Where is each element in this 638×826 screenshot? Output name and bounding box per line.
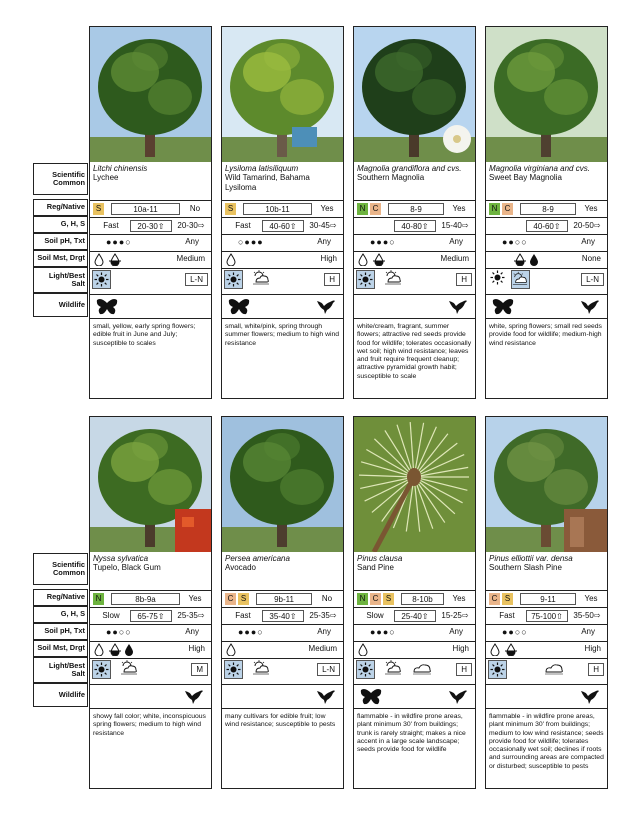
plant-names	[93, 554, 210, 573]
plant-card	[353, 416, 476, 789]
native-status: Yes	[320, 204, 334, 213]
description-row	[354, 708, 475, 788]
wet-icon	[124, 643, 134, 658]
partial-shade-icon	[252, 270, 270, 287]
soil-texture: Any	[185, 237, 199, 246]
plant-photo	[354, 27, 475, 162]
full-sun-icon	[356, 270, 375, 289]
region-tag: N	[357, 203, 368, 215]
drought-tolerance: Medium	[440, 254, 469, 263]
reg-native-row	[354, 200, 475, 217]
light-salt-row	[90, 268, 211, 294]
wildlife-row	[222, 294, 343, 318]
dry-icon	[94, 643, 104, 658]
growth-height-spread-row	[90, 607, 211, 624]
growth-height-spread-row	[90, 217, 211, 234]
description-row	[222, 318, 343, 398]
drought-tolerance: High	[584, 644, 601, 653]
native-status: Yes	[452, 594, 466, 603]
soil-moisture-row	[354, 641, 475, 658]
plant-names	[357, 554, 474, 573]
region-tag: S	[502, 593, 513, 605]
scientific-name: Litchi chinensis	[93, 164, 148, 173]
reg-native-row	[90, 200, 211, 217]
plant-description: small, yellow, early spring flowers; edible fruit in June and July; susceptible to scales	[93, 323, 196, 347]
label-reg-native: Reg/Native	[33, 199, 88, 216]
bird-icon	[579, 687, 601, 707]
moist-icon	[514, 253, 526, 268]
mature-spread: 25-35⇨	[177, 611, 205, 620]
soil-texture: Any	[581, 237, 595, 246]
growth-rate	[488, 220, 526, 232]
mature-height: 75-100⇧	[526, 610, 568, 622]
label-common: Common	[52, 568, 85, 577]
hardiness-zone: 9b-11	[256, 593, 312, 605]
salt-tolerance: H	[588, 663, 604, 676]
label-ghs: G, H, S	[33, 216, 88, 233]
plant-description: white/cream, fragrant, summer flowers; attractive red seeds provide food for wildlife; tolerates occasionally wet soil; high wind resistance; leaves and fruit require frequent cleanup; attractive pyramidal growth habit; susceptible to scale	[357, 323, 472, 380]
full-sun-icon	[224, 270, 243, 289]
growth-height-spread-row	[486, 217, 607, 234]
soil-ph-dots: ●●●○	[370, 237, 396, 247]
label-common: Common	[52, 178, 85, 187]
scientific-name: Nyssa sylvatica	[93, 554, 149, 563]
plant-names	[489, 164, 606, 183]
soil-ph-row	[90, 624, 211, 641]
wildlife-row	[90, 294, 211, 318]
soil-moisture-row	[90, 251, 211, 268]
label-wildlife: Wildlife	[33, 683, 88, 707]
soil-moisture-row	[90, 641, 211, 658]
soil-ph-dots: ●●●○	[106, 237, 132, 247]
soil-texture: Any	[317, 237, 331, 246]
butterfly-icon	[228, 298, 250, 318]
bird-icon	[447, 687, 469, 707]
growth-rate: Fast	[235, 611, 251, 620]
hardiness-zone: 8-9	[388, 203, 444, 215]
description-row	[486, 318, 607, 398]
mature-height: 65-75⇧	[130, 610, 172, 622]
partial-shade-icon	[252, 660, 270, 677]
dry-icon	[226, 643, 236, 658]
soil-ph-row	[354, 624, 475, 641]
plant-card	[485, 416, 608, 789]
mature-spread: 35-50⇨	[573, 611, 601, 620]
description-row	[90, 708, 211, 788]
label-soil-mst: Soil Mst, Drgt	[33, 640, 88, 657]
soil-moisture-row	[222, 251, 343, 268]
plant-card	[221, 26, 344, 399]
region-tag: N	[357, 593, 368, 605]
wet-icon	[529, 253, 539, 268]
hardiness-zone: 9-11	[520, 593, 576, 605]
salt-tolerance: H	[456, 663, 472, 676]
light-salt-row	[486, 268, 607, 294]
butterfly-icon	[360, 688, 382, 708]
mature-height: 35-40⇧	[262, 610, 304, 622]
soil-ph-dots: ●●●○	[370, 627, 396, 637]
hardiness-zone: 8-10b	[401, 593, 444, 605]
plant-names	[357, 164, 474, 183]
mature-height: 20-30⇧	[130, 220, 172, 232]
plant-card	[89, 416, 212, 789]
mature-spread: 15-40⇨	[441, 221, 469, 230]
light-salt-row	[222, 658, 343, 684]
mature-height: 25-40⇧	[394, 610, 436, 622]
salt-tolerance: H	[456, 273, 472, 286]
bird-icon	[315, 297, 337, 317]
plant-photo	[486, 417, 607, 552]
plant-card	[221, 416, 344, 789]
growth-height-spread-row	[222, 607, 343, 624]
plant-photo	[222, 417, 343, 552]
soil-ph-dots: ●●○○	[502, 627, 528, 637]
native-status: No	[189, 204, 201, 213]
soil-moisture-row	[222, 641, 343, 658]
common-name: Sweet Bay Magnolia	[489, 173, 562, 183]
label-scientific-common	[33, 163, 88, 195]
dry-icon	[358, 253, 368, 268]
description-row	[354, 318, 475, 398]
plant-photo	[90, 27, 211, 162]
shade-icon	[412, 662, 432, 677]
mature-height: 40-60⇧	[262, 220, 304, 232]
soil-texture: Any	[581, 627, 595, 636]
hardiness-zone: 10b-11	[243, 203, 312, 215]
plant-description: white, spring flowers; small red seeds provide food for wildlife; medium-high wind resistance	[489, 323, 602, 347]
bird-icon	[447, 297, 469, 317]
native-status: Yes	[584, 594, 598, 603]
native-status: No	[321, 594, 333, 603]
dry-icon	[490, 643, 500, 658]
label-ghs: G, H, S	[33, 606, 88, 623]
mature-spread: 15-25⇨	[441, 611, 469, 620]
soil-texture: Any	[449, 237, 463, 246]
butterfly-icon	[96, 298, 118, 318]
soil-texture: Any	[449, 627, 463, 636]
dry-icon	[358, 643, 368, 658]
full-sun-icon	[224, 660, 243, 679]
reg-native-row	[486, 200, 607, 217]
bird-icon	[579, 297, 601, 317]
growth-rate: Slow	[102, 611, 120, 620]
soil-ph-dots: ○●●●	[238, 237, 264, 247]
salt-tolerance: L-N	[581, 273, 604, 286]
plant-description: small, white/pink, spring through summer flowers; medium to high wind resistance	[225, 323, 340, 347]
salt-tolerance: L-N	[185, 273, 208, 286]
drought-tolerance: None	[581, 254, 601, 263]
plant-photo	[222, 27, 343, 162]
plant-description: flammable - in wildfire prone areas, plant minimum 30' from buildings; medium to low wind resistance; seeds provide food for wildlife; tolerates occasionally wet soil; declines if roots and surrounding areas are compacted or disturbed; susceptible to pests	[489, 713, 604, 770]
growth-height-spread-row	[222, 217, 343, 234]
plant-card	[353, 26, 476, 399]
growth-rate: Fast	[235, 221, 251, 230]
mature-height: 40-80⇧	[394, 220, 436, 232]
region-tag: N	[489, 203, 500, 215]
moist-icon	[109, 643, 121, 658]
soil-moisture-row	[354, 251, 475, 268]
description-row	[90, 318, 211, 398]
label-scientific: Scientific	[52, 169, 85, 179]
scientific-name: Persea americana	[225, 554, 290, 563]
partial-shade-icon	[384, 660, 402, 677]
wildlife-row	[486, 294, 607, 318]
plant-photo	[354, 417, 475, 552]
mature-height: 40-60⇧	[526, 220, 568, 232]
moist-icon	[373, 253, 385, 268]
scientific-name: Pinus elliottii var. densa	[489, 554, 573, 563]
common-name: Southern Magnolia	[357, 173, 425, 183]
drought-tolerance: High	[188, 644, 205, 653]
soil-ph-row	[486, 234, 607, 251]
full-sun-icon	[490, 270, 505, 287]
growth-height-spread-row	[354, 607, 475, 624]
common-name: Avocado	[225, 563, 256, 573]
growth-rate: Slow	[366, 611, 384, 620]
region-tag: C	[225, 593, 236, 605]
label-wildlife: Wildlife	[33, 293, 88, 317]
soil-moisture-row	[486, 641, 607, 658]
region-tag: C	[502, 203, 513, 215]
plant-description: many cultivars for edible fruit; low wind resistance; susceptible to pests	[225, 713, 336, 729]
light-salt-row	[354, 658, 475, 684]
common-name: Lychee	[93, 173, 119, 183]
growth-rate: Fast	[499, 611, 515, 620]
label-light-salt: Light/Best Salt	[33, 267, 88, 293]
soil-ph-dots: ●●●○	[238, 627, 264, 637]
light-salt-row	[90, 658, 211, 684]
wildlife-row	[354, 684, 475, 708]
soil-ph-row	[354, 234, 475, 251]
mature-spread: 30-45⇨	[309, 221, 337, 230]
reg-native-row	[90, 590, 211, 607]
scientific-name: Lysiloma latisiliquum	[225, 164, 299, 173]
light-salt-row	[486, 658, 607, 684]
region-tag: N	[93, 593, 104, 605]
label-soil-ph: Soil pH, Txt	[33, 233, 88, 250]
description-row	[486, 708, 607, 788]
soil-ph-row	[222, 624, 343, 641]
salt-tolerance: H	[324, 273, 340, 286]
common-name: Wild Tamarind, Bahama Lysiloma	[225, 173, 310, 192]
region-tag: C	[370, 203, 381, 215]
reg-native-row	[222, 590, 343, 607]
common-name: Tupelo, Black Gum	[93, 563, 161, 573]
native-status: Yes	[188, 594, 202, 603]
full-sun-icon	[356, 660, 375, 679]
plant-description: flammable - in wildfire prone areas, plant minimum 30' from buildings; trunk is rarely straight; makes a nice accent in a large scale landscape; seeds provide food for wildlife	[357, 713, 466, 754]
mature-spread: 20-50⇨	[573, 221, 601, 230]
reg-native-row	[486, 590, 607, 607]
hardiness-zone: 10a-11	[111, 203, 180, 215]
region-tag: S	[383, 593, 394, 605]
soil-ph-row	[486, 624, 607, 641]
butterfly-icon	[492, 298, 514, 318]
plant-card	[89, 26, 212, 399]
full-sun-icon	[92, 660, 111, 679]
region-tag: S	[93, 203, 104, 215]
drought-tolerance: Medium	[176, 254, 205, 263]
soil-moisture-row	[486, 251, 607, 268]
reg-native-row	[354, 590, 475, 607]
wildlife-row	[486, 684, 607, 708]
plant-names	[93, 164, 210, 183]
soil-texture: Any	[185, 627, 199, 636]
light-salt-row	[222, 268, 343, 294]
soil-ph-row	[90, 234, 211, 251]
plant-photo	[486, 27, 607, 162]
label-scientific-common	[33, 553, 88, 585]
partial-shade-icon	[511, 270, 530, 289]
plant-photo	[90, 417, 211, 552]
scientific-name: Magnolia grandiflora and cvs.	[357, 164, 462, 173]
drought-tolerance: High	[452, 644, 469, 653]
bird-icon	[183, 687, 205, 707]
label-reg-native: Reg/Native	[33, 589, 88, 606]
moist-icon	[505, 643, 517, 658]
region-tag: S	[225, 203, 236, 215]
native-status: Yes	[584, 204, 598, 213]
full-sun-icon	[488, 660, 507, 679]
partial-shade-icon	[384, 270, 402, 287]
region-tag: C	[370, 593, 381, 605]
label-light-salt: Light/Best Salt	[33, 657, 88, 683]
soil-ph-dots: ●●○○	[502, 237, 528, 247]
scientific-name: Magnolia virginiana and cvs.	[489, 164, 590, 173]
hardiness-zone: 8b-9a	[111, 593, 180, 605]
growth-rate	[356, 220, 394, 232]
hardiness-zone: 8-9	[520, 203, 576, 215]
salt-tolerance: M	[191, 663, 208, 676]
scientific-name: Pinus clausa	[357, 554, 403, 563]
dry-icon	[226, 253, 236, 268]
moist-icon	[109, 253, 121, 268]
region-tag: C	[489, 593, 500, 605]
drought-tolerance: Medium	[308, 644, 337, 653]
dry-icon	[94, 253, 104, 268]
soil-ph-row	[222, 234, 343, 251]
full-sun-icon	[92, 270, 111, 289]
mature-spread: 20-30⇨	[177, 221, 205, 230]
common-name: Southern Slash Pine	[489, 563, 562, 573]
light-salt-row	[354, 268, 475, 294]
reg-native-row	[222, 200, 343, 217]
label-soil-mst: Soil Mst, Drgt	[33, 250, 88, 267]
plant-description: showy fall color; white, inconspicuous spring flowers; medium to high wind resistance	[93, 713, 206, 737]
soil-ph-dots: ●●○○	[106, 627, 132, 637]
mature-spread: 25-35⇨	[309, 611, 337, 620]
plant-names	[225, 554, 342, 573]
growth-height-spread-row	[486, 607, 607, 624]
shade-icon	[544, 662, 564, 677]
soil-texture: Any	[317, 627, 331, 636]
salt-tolerance: L-N	[317, 663, 340, 676]
label-soil-ph: Soil pH, Txt	[33, 623, 88, 640]
label-scientific: Scientific	[52, 559, 85, 569]
common-name: Sand Pine	[357, 563, 394, 573]
plant-names	[225, 164, 342, 192]
plant-names	[489, 554, 606, 573]
bird-icon	[315, 687, 337, 707]
drought-tolerance: High	[320, 254, 337, 263]
description-row	[222, 708, 343, 788]
wildlife-row	[222, 684, 343, 708]
plant-card	[485, 26, 608, 399]
native-status: Yes	[452, 204, 466, 213]
partial-shade-icon	[120, 660, 138, 677]
wildlife-row	[90, 684, 211, 708]
region-tag: S	[238, 593, 249, 605]
growth-height-spread-row	[354, 217, 475, 234]
growth-rate: Fast	[103, 221, 119, 230]
wildlife-row	[354, 294, 475, 318]
